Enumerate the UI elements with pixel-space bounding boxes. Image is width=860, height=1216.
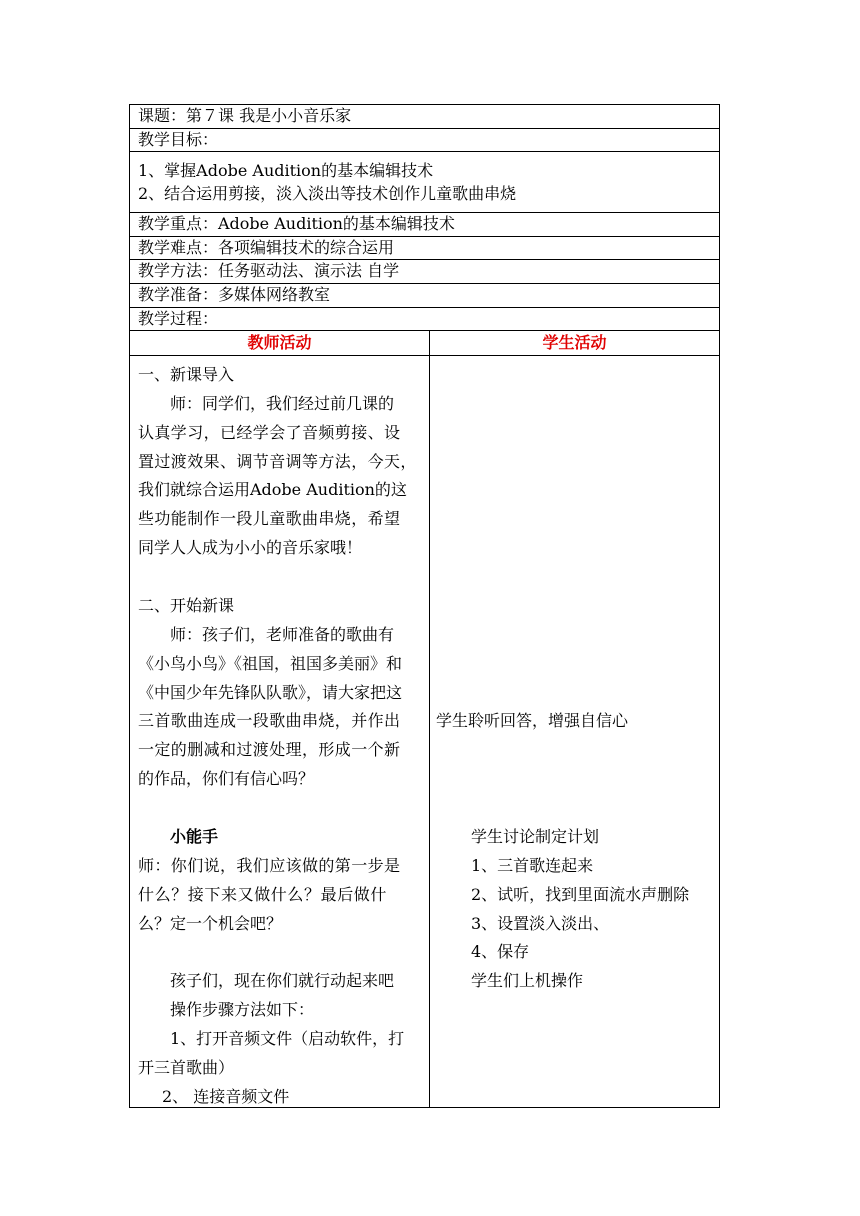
process-label: 教学过程： (138, 309, 219, 328)
teacher-line: 些功能制作一段儿童歌曲串烧，希望 (138, 509, 401, 528)
teacher-line: 我们就综合运用Adobe Audition的这 (138, 480, 407, 499)
teacher-line: 小能手 (170, 827, 219, 846)
preparation: 教学准备：多媒体网络教室 (138, 285, 331, 304)
student-line: 4、保存 (471, 942, 530, 961)
objectives-label: 教学目标： (138, 130, 219, 149)
objective-2: 2、结合运用剪接，淡入淡出等技术创作儿童歌曲串烧 (138, 184, 517, 203)
objective-1: 1、掌握Adobe Audition的基本编辑技术 (138, 161, 434, 180)
teacher-line: 同学人人成为小小的音乐家哦！ (138, 538, 363, 557)
key-point-row (130, 213, 719, 237)
teacher-line: 一、新课导入 (138, 365, 235, 384)
title-row (130, 105, 719, 129)
preparation-row (130, 284, 719, 308)
method: 教学方法：任务驱动法、演示法 自学 (138, 261, 400, 280)
teacher-line: 的作品，你们有信心吗？ (138, 769, 315, 788)
teacher-line: 《中国少年先锋队队歌》，请大家把这 (138, 683, 403, 702)
process-label-row (130, 308, 719, 331)
column-divider (429, 331, 430, 1107)
student-line: 2、试听，找到里面流水声删除 (471, 885, 690, 904)
lesson-title: 课题：第７课 我是小小音乐家 (138, 106, 352, 125)
teacher-line: 孩子们，现在你们就行动起来吧 (170, 971, 395, 990)
teacher-line: 《小鸟小鸟》《祖国，祖国多美丽》和 (138, 654, 403, 673)
teacher-line: 置过渡效果、调节音调等方法，今天， (138, 452, 417, 471)
objectives-label-row (130, 129, 719, 152)
method-row (130, 260, 719, 284)
student-activity-header: 学生活动 (542, 333, 607, 352)
student-line: 学生讨论制定计划 (471, 827, 600, 846)
teacher-line: 二、开始新课 (138, 596, 235, 615)
student-line: 3、设置淡入淡出、 (471, 914, 610, 933)
teacher-line: 一定的删减和过渡处理，形成一个新 (138, 740, 401, 759)
student-line: 学生们上机操作 (471, 971, 584, 990)
header-divider (130, 355, 719, 356)
student-line: 学生聆听回答，增强自信心 (436, 711, 629, 730)
teacher-line: 认真学习，已经学会了音频剪接、设 (138, 423, 401, 442)
teacher-activity-header: 教师活动 (247, 333, 312, 352)
teacher-line: 操作步骤方法如下： (170, 1000, 315, 1019)
teacher-line: 师：同学们，我们经过前几课的 (170, 394, 395, 413)
teacher-line: 什么？接下来又做什么？最后做什 (138, 885, 388, 904)
teacher-line: 师：孩子们，老师准备的歌曲有 (170, 625, 395, 644)
student-line: 1、三首歌连起来 (471, 856, 594, 875)
teacher-line: 三首歌曲连成一段歌曲串烧，并作出 (138, 711, 401, 730)
key-point: 教学重点：Adobe Audition的基本编辑技术 (138, 214, 455, 233)
teacher-line: 1、打开音频文件（启动软件，打 (170, 1029, 405, 1048)
objectives-row (130, 152, 719, 213)
lesson-plan-table (129, 104, 720, 1108)
teacher-line: 2、 连接音频文件 (162, 1087, 290, 1106)
difficulty-row (130, 237, 719, 260)
teacher-line: 开三首歌曲） (138, 1058, 235, 1077)
teacher-line: 么？定一个机会吧？ (138, 914, 283, 933)
teacher-line: 师：你们说，我们应该做的第一步是 (138, 856, 401, 875)
difficulty: 教学难点：各项编辑技术的综合运用 (138, 238, 395, 257)
